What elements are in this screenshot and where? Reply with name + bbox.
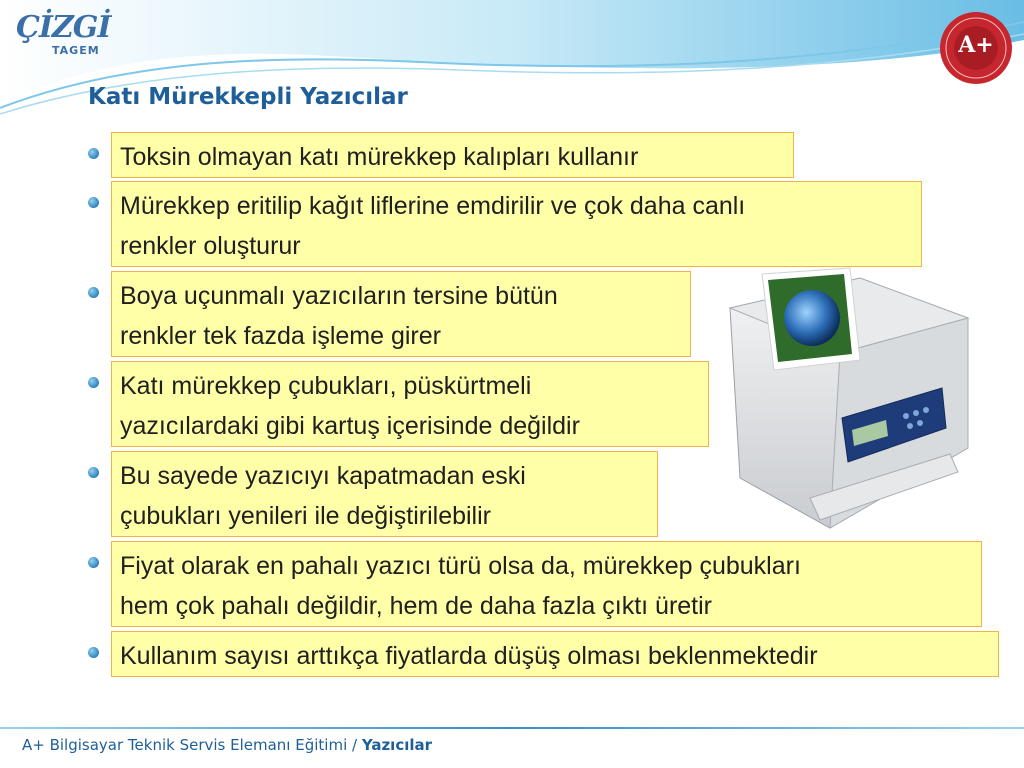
bullet-text-box [111, 181, 922, 267]
bullet-line: yazıcılardaki gibi kartuş içerisinde değildir [120, 412, 580, 440]
logo-sub: TAGEM [52, 44, 100, 57]
footer-topic: Yazıcılar [361, 736, 433, 754]
bullet-line: renkler oluşturur [120, 232, 301, 260]
bullet-dot-icon [88, 467, 99, 478]
footer-course: A+ Bilgisayar Teknik Servis Elemanı Eğitimi [22, 736, 348, 754]
a-plus-seal-icon [938, 10, 1014, 86]
bullet-line: Mürekkep eritilip kağıt liflerine emdirilir ve çok daha canlı [120, 192, 746, 220]
bullet-line: Fiyat olarak en pahalı yazıcı türü olsa da, mürekkep çubukları [120, 552, 801, 580]
seal-label: A+ [958, 32, 994, 58]
bullet-text-box [111, 541, 982, 627]
bullet-line: Katı mürekkep çubukları, püskürtmeli [120, 372, 532, 400]
bullet-dot-icon [88, 377, 99, 388]
logo-brand: ÇİZGİ [16, 10, 111, 45]
page-title: Katı Mürekkepli Yazıcılar [88, 84, 408, 110]
bullet-text-box [111, 451, 658, 537]
bullet-text-box [111, 271, 691, 357]
footer [22, 736, 432, 754]
bullet-dot-icon [88, 197, 99, 208]
bullet-line: Toksin olmayan katı mürekkep kalıpları kullanır [120, 143, 639, 171]
bullet-text-box [111, 361, 709, 447]
footer-separator: / [347, 736, 362, 754]
footer-divider [0, 727, 1024, 729]
bullet-line: Bu sayede yazıcıyı kapatmadan eski [120, 462, 526, 490]
solid-ink-printer-image [710, 258, 978, 540]
bullet-line: çubukları yenileri ile değiştirilebilir [120, 502, 491, 530]
cizgi-tagem-logo [12, 8, 112, 68]
bullet-text-box [111, 132, 794, 178]
bullet-line: Boya uçunmalı yazıcıların tersine bütün [120, 282, 558, 310]
bullet-dot-icon [88, 287, 99, 298]
bullet-dot-icon [88, 647, 99, 658]
bullet-line: hem çok pahalı değildir, hem de daha fazla çıktı üretir [120, 592, 712, 620]
bullet-line: Kullanım sayısı arttıkça fiyatlarda düşüş olması beklenmektedir [120, 642, 818, 670]
bullet-line: renkler tek fazda işleme girer [120, 322, 441, 350]
bullet-dot-icon [88, 557, 99, 568]
bullet-dot-icon [88, 148, 99, 159]
bullet-text-box [111, 631, 999, 677]
